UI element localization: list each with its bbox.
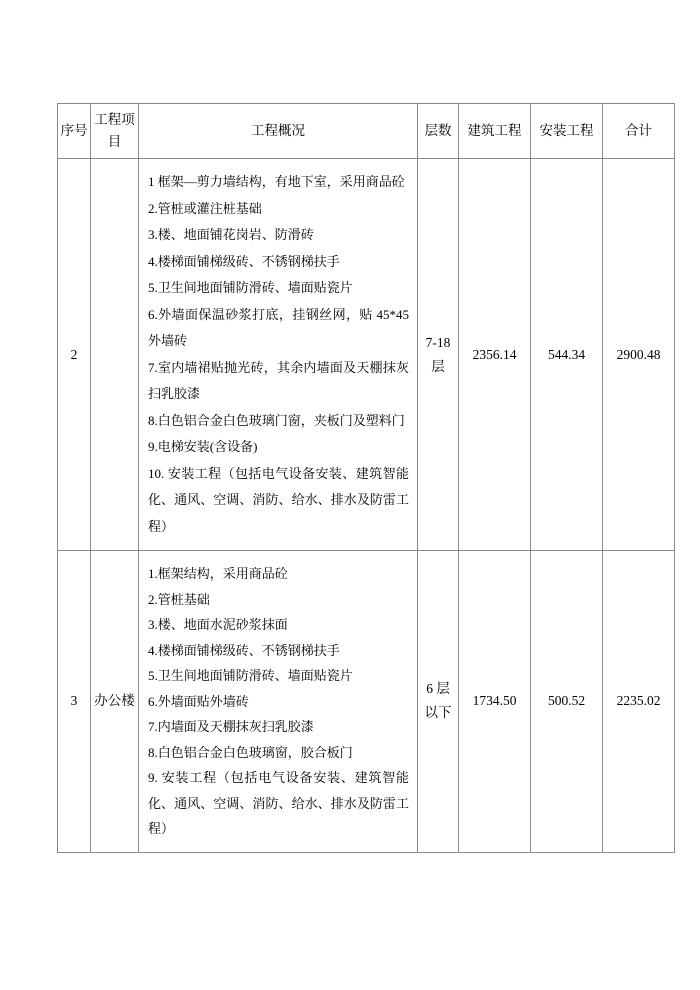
cell-project: 办公楼: [91, 551, 139, 853]
col-header-index: 序号: [58, 104, 91, 159]
overview-item: 8.白色铝合金白色玻璃门窗，夹板门及塑料门: [148, 412, 405, 428]
overview-item: 6.外墙面保温砂浆打底，挂钢丝网，贴 45*45 外墙砖: [148, 306, 409, 348]
cell-installation-cost: 500.52: [531, 551, 603, 853]
overview-item: 2.管桩基础: [148, 591, 210, 607]
overview-item: 5.卫生间地面铺防滑砖、墙面贴瓷片: [148, 280, 353, 295]
overview-item: 3.楼、地面水泥砂浆抹面: [148, 617, 288, 632]
col-header-total: 合计: [603, 104, 675, 159]
overview-item: 8.白色铝合金白色玻璃窗，胶合板门: [148, 744, 353, 760]
table-row: [58, 551, 675, 853]
cell-construction-cost: 2356.14: [459, 159, 531, 551]
cell-construction-cost: 1734.50: [459, 551, 531, 853]
overview-item: 3.楼、地面铺花岗岩、防滑砖: [148, 227, 314, 242]
cell-overview: [139, 551, 418, 853]
cell-installation-cost: 544.34: [531, 159, 603, 551]
col-header-overview: 工程概况: [139, 104, 418, 159]
col-header-installation: 安装工程: [531, 104, 603, 159]
project-cost-table: [57, 103, 675, 853]
overview-item: 9.电梯安装(含设备): [148, 439, 258, 454]
cell-floors: 6 层以下: [418, 551, 459, 853]
cell-project: [91, 159, 139, 551]
overview-item: 7.内墙面及天棚抹灰扫乳胶漆: [148, 719, 314, 734]
col-header-floors: 层数: [418, 104, 459, 159]
overview-item: 1 框架—剪力墙结构，有地下室，采用商品砼: [148, 174, 405, 189]
overview-item: 4.楼梯面铺梯级砖、不锈钢梯扶手: [148, 642, 340, 658]
col-header-project: 工程项目: [91, 104, 139, 159]
overview-item: 10. 安装工程（包括电气设备安装、建筑智能化、通风、空调、消防、给水、排水及防雷工程）: [148, 465, 409, 534]
table-row: [58, 159, 675, 551]
header-row: [58, 104, 675, 159]
overview-item: 5.卫生间地面铺防滑砖、墙面贴瓷片: [148, 668, 353, 683]
overview-item: 7.室内墙裙贴抛光砖，其余内墙面及天棚抹灰扫乳胶漆: [148, 359, 409, 401]
overview-item: 6.外墙面贴外墙砖: [148, 693, 249, 709]
cell-index: 2: [58, 159, 91, 551]
overview-item: 9. 安装工程（包括电气设备安装、建筑智能化、通风、空调、消防、给水、排水及防雷工程）: [148, 770, 409, 836]
cell-index: 3: [58, 551, 91, 853]
overview-item: 2.管桩或灌注桩基础: [148, 200, 262, 216]
cell-total-cost: 2900.48: [603, 159, 675, 551]
cell-floors: 7-18 层: [418, 159, 459, 551]
overview-item: 1.框架结构，采用商品砼: [148, 566, 288, 581]
cell-total-cost: 2235.02: [603, 551, 675, 853]
cell-overview: [139, 159, 418, 551]
col-header-construction: 建筑工程: [459, 104, 531, 159]
overview-item: 4.楼梯面铺梯级砖、不锈钢梯扶手: [148, 253, 340, 269]
